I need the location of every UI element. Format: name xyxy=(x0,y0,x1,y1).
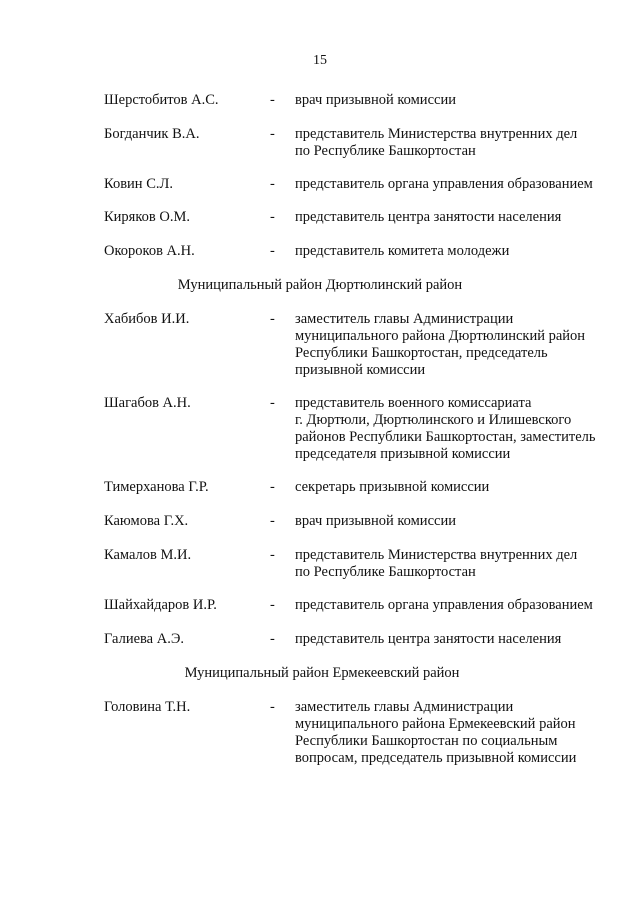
role-line: г. Дюртюли, Дюртюлинского и Илишевского xyxy=(295,412,572,428)
member-name: Камалов М.И. xyxy=(104,547,192,563)
member-role xyxy=(295,631,625,648)
role-line: муниципального района Дюртюлинский район xyxy=(295,328,586,344)
member-role xyxy=(295,513,625,530)
member-role xyxy=(295,209,625,226)
page-number: 15 xyxy=(313,53,327,68)
member-name: Шагабов А.Н. xyxy=(104,395,191,411)
separator-dash: - xyxy=(270,126,275,142)
role-line: вопросам, председатель призывной комиссии xyxy=(295,750,577,766)
member-name: Богданчик В.А. xyxy=(104,126,200,142)
separator-dash: - xyxy=(270,597,275,613)
role-line: представитель Министерства внутренних дел xyxy=(295,126,578,142)
member-name: Галиева А.Э. xyxy=(104,631,185,647)
member-role xyxy=(295,547,625,581)
member-role xyxy=(295,92,625,109)
separator-dash: - xyxy=(270,209,275,225)
section-title: Муниципальный район Дюртюлинский район xyxy=(177,277,463,293)
member-name: Ковин С.Л. xyxy=(104,176,173,192)
role-line: по Республике Башкортостан xyxy=(295,143,476,159)
section-title: Муниципальный район Ермекеевский район xyxy=(184,665,460,681)
role-line: Республики Башкортостан, председатель xyxy=(295,345,548,361)
member-role xyxy=(295,243,625,260)
separator-dash: - xyxy=(270,547,275,563)
member-role xyxy=(295,597,625,614)
separator-dash: - xyxy=(270,631,275,647)
member-name: Каюмова Г.Х. xyxy=(104,513,189,529)
role-line: врач призывной комиссии xyxy=(295,92,456,108)
separator-dash: - xyxy=(270,92,275,108)
member-name: Головина Т.Н. xyxy=(104,699,191,715)
role-line: районов Республики Башкортостан, заместитель xyxy=(295,429,596,445)
member-name: Тимерханова Г.Р. xyxy=(104,479,209,495)
member-role xyxy=(295,699,625,767)
role-line: призывной комиссии xyxy=(295,362,426,378)
member-name: Киряков О.М. xyxy=(104,209,190,225)
role-line: представитель органа управления образованием xyxy=(295,597,593,613)
role-line: представитель органа управления образованием xyxy=(295,176,593,192)
role-line: заместитель главы Администрации xyxy=(295,311,514,327)
separator-dash: - xyxy=(270,513,275,529)
member-name: Шерстобитов А.С. xyxy=(104,92,219,108)
role-line: представитель центра занятости населения xyxy=(295,209,562,225)
role-line: представитель комитета молодежи xyxy=(295,243,510,259)
separator-dash: - xyxy=(270,243,275,259)
role-line: представитель Министерства внутренних дел xyxy=(295,547,578,563)
role-line: представитель центра занятости населения xyxy=(295,631,562,647)
member-name: Хабибов И.И. xyxy=(104,311,190,327)
member-name: Окороков А.Н. xyxy=(104,243,195,259)
role-line: представитель военного комиссариата xyxy=(295,395,532,411)
member-role xyxy=(295,311,625,379)
role-line: секретарь призывной комиссии xyxy=(295,479,490,495)
role-line: по Республике Башкортостан xyxy=(295,564,476,580)
member-role xyxy=(295,126,625,160)
role-line: заместитель главы Администрации xyxy=(295,699,514,715)
separator-dash: - xyxy=(270,699,275,715)
role-line: врач призывной комиссии xyxy=(295,513,456,529)
separator-dash: - xyxy=(270,176,275,192)
separator-dash: - xyxy=(270,395,275,411)
role-line: муниципального района Ермекеевский район xyxy=(295,716,576,732)
member-name: Шайхайдаров И.Р. xyxy=(104,597,217,613)
separator-dash: - xyxy=(270,311,275,327)
member-role xyxy=(295,176,625,193)
role-line: Республики Башкортостан по социальным xyxy=(295,733,558,749)
role-line: председателя призывной комиссии xyxy=(295,446,511,462)
member-role xyxy=(295,395,625,463)
member-role xyxy=(295,479,625,496)
separator-dash: - xyxy=(270,479,275,495)
